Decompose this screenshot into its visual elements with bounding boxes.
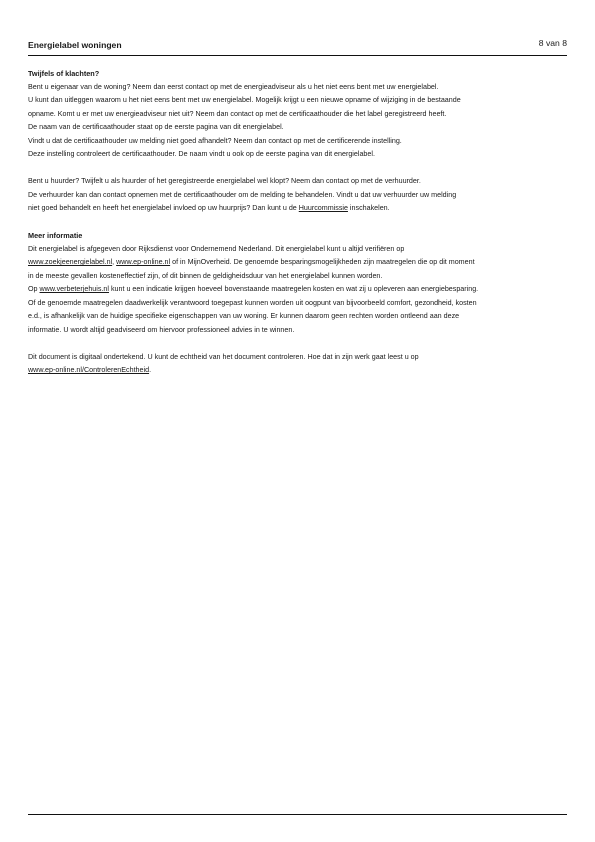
page-header <box>28 38 567 52</box>
complaints-line: opname. Komt u er met uw energieadviseur niet uit? Neem dan contact op met de certificaathouder die het label geregistreerd heeft. <box>28 109 447 118</box>
more-info-text: of in MijnOverheid. De genoemde besparingsmogelijkheden zijn maatregelen die op dit moment <box>170 258 475 266</box>
zoekjeenergielabel-link[interactable]: www.zoekjeenergielabel.nl <box>28 258 113 266</box>
tenant-line: De verhuurder kan dan contact opnemen met de certificaathouder om de melding te behandelen. Vindt u dat uw verhuurder uw melding <box>28 190 457 199</box>
more-info-text: kunt u een indicatie krijgen hoeveel bovenstaande maatregelen kosten en wat zij u opleveren aan energiebesparing. <box>108 285 479 293</box>
complaints-line: Vindt u dat de certificaathouder uw melding niet goed afhandelt? Neem dan contact op met de certificerende instelling. <box>28 136 402 145</box>
footer-divider <box>28 814 567 815</box>
signature-line: Dit document is digitaal ondertekend. U kunt de echtheid van het document controleren. Hoe dat in zijn werk gaat leest u op <box>28 352 419 361</box>
complaints-heading: Twijfels of klachten? <box>28 69 100 78</box>
link-separator: , <box>112 258 117 266</box>
page-number: 8 van 8 <box>538 38 567 48</box>
more-info-line: informatie. U wordt altijd geadviseerd om hiervoor professioneel advies in te winnen. <box>28 325 295 334</box>
header-divider <box>28 55 567 56</box>
more-info-line-with-links <box>28 256 573 270</box>
huurcommissie-link[interactable]: Huurcommissie <box>298 204 348 212</box>
complaints-line: Bent u eigenaar van de woning? Neem dan eerst contact op met de energieadviseur als u het niet eens bent met uw energielabel. <box>28 82 439 91</box>
signature-text-end: . <box>149 366 152 374</box>
more-info-line: in de meeste gevallen kosteneffectief zijn, of dit binnen de geldigheidsduur van het energielabel kunnen worden. <box>28 271 383 280</box>
signature-line-with-link <box>28 364 573 378</box>
complaints-line: U kunt dan uitleggen waarom u het niet eens bent met uw energielabel. Mogelijk krijgt u een nieuwe opname of wijziging in de bestaande <box>28 96 461 104</box>
verbeterjehuis-link[interactable]: www.verbeterjehuis.nl <box>39 285 109 293</box>
more-info-line: Dit energielabel is afgegeven door Rijksdienst voor Ondernemend Nederland. Dit energielabel kunt u altijd verifiëren op <box>28 244 405 253</box>
complaints-line: Deze instelling controleert de certificaathouder. De naam vindt u ook op de eerste pagina van dit energielabel. <box>28 150 375 158</box>
more-info-line-with-link <box>28 283 573 297</box>
paragraph-gap <box>28 337 573 351</box>
tenant-line: Bent u huurder? Twijfelt u als huurder of het geregistreerde energielabel wel klopt? Neem dan contact op met de verhuurder. <box>28 177 421 185</box>
paragraph-gap <box>28 216 573 230</box>
page-content <box>28 67 573 378</box>
more-info-line: e.d., is afhankelijk van de huidige specifieke eigenschappen van uw woning. Er kunnen daarom geen rechten worden ontleend aan deze <box>28 312 460 320</box>
more-info-line: Of de genoemde maatregelen daadwerkelijk verantwoord toegepast kunnen worden uit oogpunt van bijvoorbeeld comfort, gezondheid, kosten <box>28 298 477 307</box>
complaints-line: De naam van de certificaathouder staat op de eerste pagina van dit energielabel. <box>28 123 284 131</box>
tenant-line-with-link <box>28 202 573 216</box>
document-title: Energielabel woningen <box>28 40 122 50</box>
controleren-echtheid-link[interactable]: www.ep-online.nl/ControlerenEchtheid <box>28 366 150 374</box>
more-info-text: Op <box>28 285 40 293</box>
ep-online-link[interactable]: www.ep-online.nl <box>116 258 171 266</box>
tenant-text-end: inschakelen. <box>347 204 390 212</box>
more-info-heading: Meer informatie <box>28 231 83 240</box>
paragraph-gap <box>28 162 573 176</box>
tenant-text: niet goed behandelt en heeft het energielabel invloed op uw huurprijs? Dan kunt u de <box>28 204 299 212</box>
